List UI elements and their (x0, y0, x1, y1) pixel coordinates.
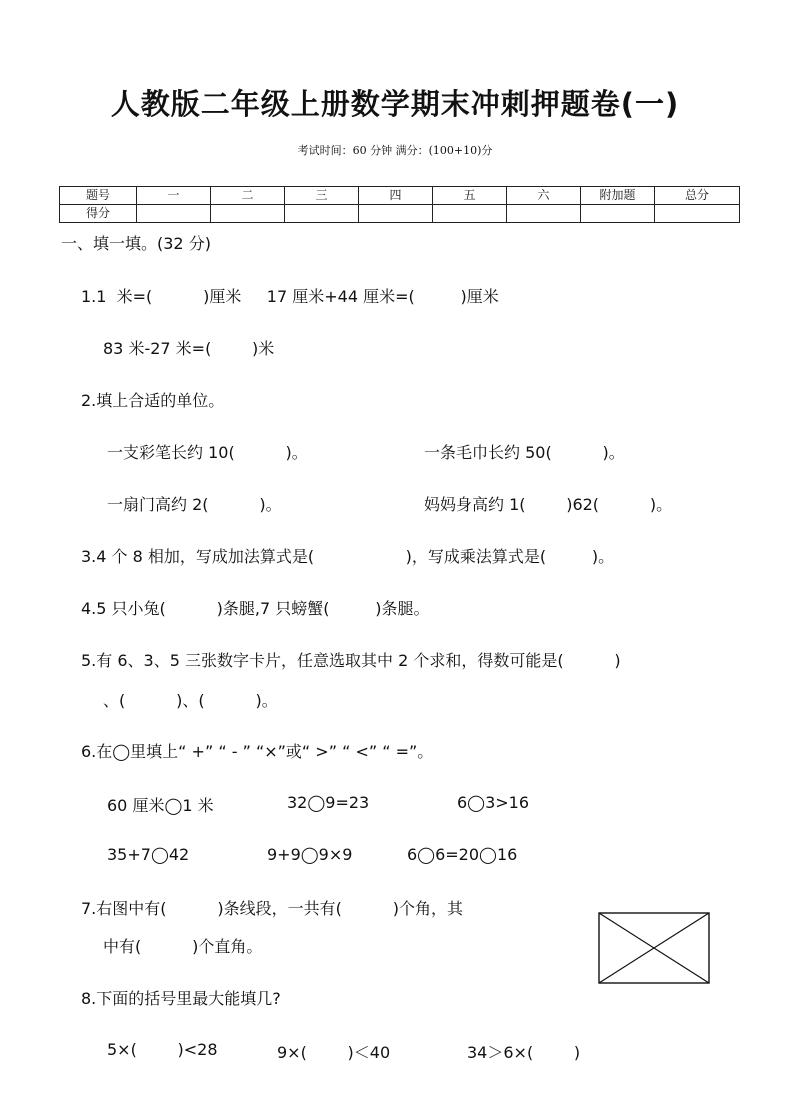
section-heading-1: 一、填一填。(32 分) (61, 234, 211, 253)
question-7-line-1: 7.右图中有( )条线段，一共有( )个角，其 (81, 899, 463, 918)
question-8-item-c: 34＞6×( ) (467, 1043, 581, 1062)
score-cell-3[interactable] (285, 205, 359, 223)
exam-info: 考试时间：60 分钟 满分：(100+10)分 (297, 144, 493, 157)
question-2-item-a: 一支彩笔长约 10( )。 (107, 443, 308, 462)
question-4: 4.5 只小兔( )条腿,7 只螃蟹( )条腿。 (81, 599, 430, 618)
question-2-item-c: 一扇门高约 2( )。 (107, 495, 282, 514)
question-5-line-1: 5.有 6、3、5 三张数字卡片，任意选取其中 2 个求和，得数可能是( ) (81, 651, 621, 670)
score-table-score-row (60, 205, 740, 223)
question-8-item-a: 5×( )<28 (107, 1040, 218, 1059)
question-8: 8.下面的括号里最大能填几? (81, 989, 281, 1008)
score-table-header-row (60, 187, 740, 205)
question-2-item-b: 一条毛巾长约 50( )。 (424, 443, 625, 462)
header-cell-4: 四 (359, 187, 433, 205)
question-7-line-2: 中有( )个直角。 (103, 937, 263, 956)
header-cell-3: 三 (285, 187, 359, 205)
question-6-item-f: 6◯6=20◯16 (407, 845, 518, 864)
header-cell-bonus: 附加题 (581, 187, 655, 205)
header-cell-5: 五 (433, 187, 507, 205)
question-3: 3.4 个 8 相加，写成加法算式是( )，写成乘法算式是( )。 (81, 547, 615, 566)
question-5-line-2: 、( )、( )。 (103, 691, 278, 710)
question-8-item-b: 9×( )＜40 (277, 1043, 391, 1062)
score-cell-4[interactable] (359, 205, 433, 223)
question-6: 6.在◯里填上“ +” “ - ” “×”或“ >” “ <” “ =”。 (81, 742, 434, 761)
question-1-line-1: 1.1 米=( )厘米 17 厘米+44 厘米=( )厘米 (81, 287, 499, 306)
question-6-item-b: 32◯9=23 (287, 793, 370, 812)
header-cell-question-no: 题号 (60, 187, 137, 205)
question-1-line-2: 83 米-27 米=( )米 (103, 339, 275, 358)
question-6-item-e: 9+9◯9×9 (267, 845, 353, 864)
header-cell-total: 总分 (655, 187, 740, 205)
score-cell-1[interactable] (137, 205, 211, 223)
score-cell-bonus[interactable] (581, 205, 655, 223)
rectangle-diagonals-figure (598, 912, 710, 984)
question-6-item-a: 60 厘米◯1 米 (107, 796, 214, 815)
header-cell-6: 六 (507, 187, 581, 205)
header-cell-2: 二 (211, 187, 285, 205)
question-6-item-c: 6◯3>16 (457, 793, 530, 812)
header-cell-1: 一 (137, 187, 211, 205)
score-cell-2[interactable] (211, 205, 285, 223)
question-6-item-d: 35+7◯42 (107, 845, 190, 864)
score-table (59, 186, 740, 223)
score-cell-total[interactable] (655, 205, 740, 223)
question-2-item-d: 妈妈身高约 1( )62( )。 (424, 495, 673, 514)
page-title: 人教版二年级上册数学期末冲刺押题卷(一) (110, 87, 680, 121)
score-row-label: 得分 (60, 205, 137, 223)
question-2: 2.填上合适的单位。 (81, 391, 225, 410)
score-cell-5[interactable] (433, 205, 507, 223)
score-cell-6[interactable] (507, 205, 581, 223)
